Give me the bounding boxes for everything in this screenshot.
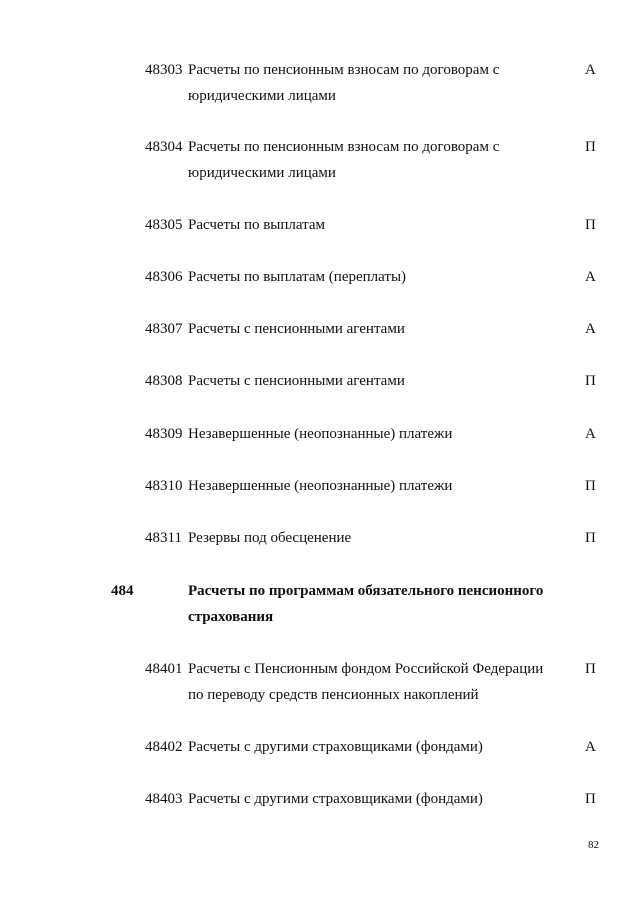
account-name: Расчеты по выплатам (переплаты) (188, 269, 407, 285)
account-code: 48311 (145, 530, 182, 546)
account-code: 48310 (145, 478, 183, 494)
account-sign: П (585, 478, 596, 494)
account-code: 48403 (145, 791, 183, 807)
account-name: Расчеты по пенсионным взносам по договорам с юридическими лицами (188, 62, 500, 104)
account-sign: П (585, 530, 596, 546)
account-name: Незавершенные (неопознанные) платежи (188, 426, 453, 442)
account-code: 48307 (145, 321, 183, 337)
account-name: Расчеты с пенсионными агентами (188, 321, 405, 337)
account-sign: П (585, 139, 596, 155)
account-sign: А (585, 426, 596, 442)
account-name: Незавершенные (неопознанные) платежи (188, 478, 453, 494)
account-sign: А (585, 321, 596, 337)
account-code: 48309 (145, 426, 183, 442)
section-code: 484 (111, 583, 134, 599)
page-number: 82 (588, 839, 599, 851)
account-sign: А (585, 269, 596, 285)
account-name: Расчеты с другими страховщиками (фондами) (188, 739, 483, 755)
account-sign: П (585, 791, 596, 807)
account-name: Расчеты с Пенсионным фондом Российской Федерации по переводу средств пенсионных накоплений (188, 661, 544, 703)
account-sign: П (585, 661, 596, 677)
account-name: Расчеты с другими страховщиками (фондами) (188, 791, 483, 807)
account-sign: П (585, 373, 596, 389)
account-code: 48304 (145, 139, 183, 155)
account-code: 48306 (145, 269, 183, 285)
account-code: 48401 (145, 661, 183, 677)
account-code: 48402 (145, 739, 183, 755)
account-sign: П (585, 217, 596, 233)
account-name: Резервы под обесценение (188, 530, 352, 546)
section-name: Расчеты по программам обязательного пенсионного страхования (188, 583, 544, 625)
account-name: Расчеты по выплатам (188, 217, 326, 233)
account-name: Расчеты с пенсионными агентами (188, 373, 405, 389)
account-sign: А (585, 739, 596, 755)
account-code: 48305 (145, 217, 183, 233)
account-name: Расчеты по пенсионным взносам по договорам с юридическими лицами (188, 139, 500, 181)
account-sign: А (585, 62, 596, 78)
account-code: 48308 (145, 373, 183, 389)
account-code: 48303 (145, 62, 183, 78)
